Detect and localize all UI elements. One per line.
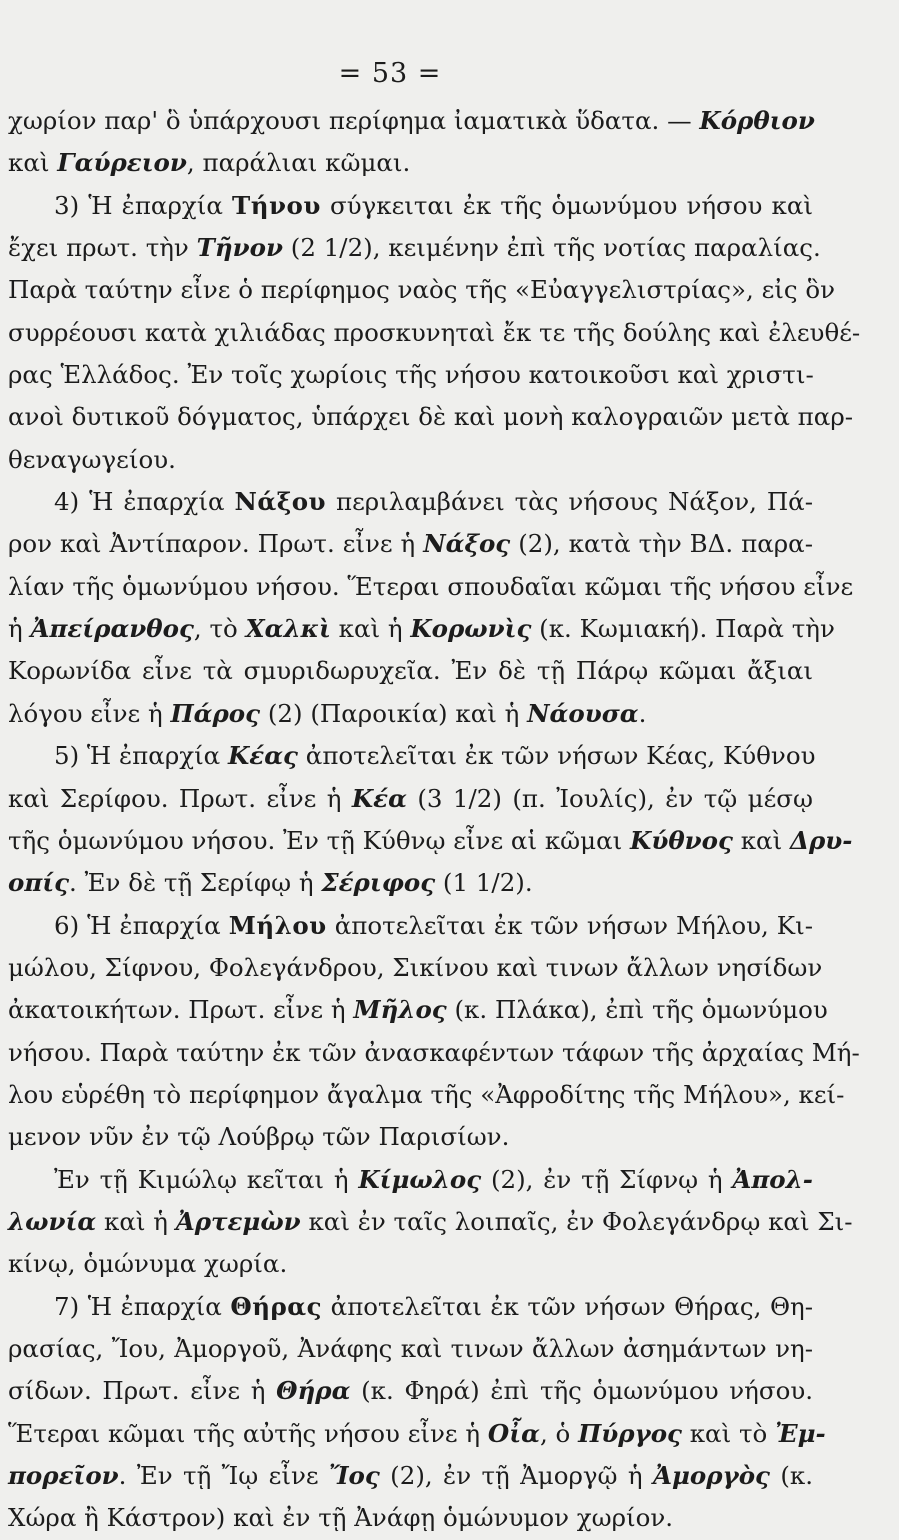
italic-term: Πάρος xyxy=(170,698,261,728)
text-run: καὶ ἡ xyxy=(330,614,411,644)
text-run: ἀκατοικήτων. Πρωτ. εἶνε ἡ xyxy=(8,995,354,1025)
text-run: συρρέουσι κατὰ χιλιάδας προσκυνηταὶ ἔκ τε τῆς δούλης καὶ ἐλευθέ- xyxy=(8,317,861,347)
text-run: (2) (Παροικία) καὶ ἡ xyxy=(260,698,528,728)
text-line xyxy=(8,735,816,777)
text-run: (κ. xyxy=(769,1461,813,1490)
text-line xyxy=(8,1032,860,1074)
italic-term: Χαλκὶ xyxy=(245,614,331,644)
text-run: λίαν τῆς ὁμωνύμου νήσου. Ἕτεραι σπουδαῖαι κῶμαι τῆς νήσου εἶνε xyxy=(8,571,854,601)
text-line xyxy=(8,1497,813,1539)
text-run: 5) Ἡ ἐπαρχία xyxy=(54,741,229,771)
text-run: καὶ ἐν ταῖς λοιπαῖς, ἐν Φολεγάνδρῳ καὶ Σι- xyxy=(300,1206,853,1236)
province-name: Νάξου xyxy=(234,487,327,517)
italic-term: Κύθνος xyxy=(630,825,733,855)
text-run: Ἕτεραι κῶμαι τῆς αὐτῆς νήσου εἶνε ἡ xyxy=(8,1418,488,1448)
text-line xyxy=(8,862,813,904)
text-run: . xyxy=(638,698,647,728)
text-run: , τὸ xyxy=(193,614,246,644)
text-run: λόγου εἶνε ἡ xyxy=(8,698,171,728)
text-run: καὶ xyxy=(8,148,58,178)
italic-term: Κέα xyxy=(351,783,407,813)
text-run: σύγκειται ἐκ τῆς ὁμωνύμου νήσου καὶ xyxy=(320,190,813,220)
text-run: ρασίας, Ἴου, Ἀμοργοῦ, Ἀνάφης καὶ τινων ἄλλων ἀσημάντων νη- xyxy=(8,1333,813,1363)
italic-term: Νάουσα xyxy=(527,698,639,728)
text-line xyxy=(8,1243,813,1285)
text-run: (2), κατὰ τὴν ΒΔ. παρα- xyxy=(510,529,814,559)
italic-term: οπίς xyxy=(8,868,70,898)
text-run: καὶ ἡ xyxy=(96,1206,176,1236)
text-line xyxy=(8,227,821,269)
italic-term: Δρυ- xyxy=(789,825,853,855)
italic-term: Νάξος xyxy=(423,529,511,559)
text-line xyxy=(8,354,813,396)
italic-term: Ἀπολ- xyxy=(732,1164,813,1194)
text-run: καὶ xyxy=(732,825,790,855)
text-line xyxy=(8,820,853,862)
italic-term: Τῆνον xyxy=(196,233,283,263)
text-line xyxy=(8,1116,813,1158)
text-line xyxy=(8,1201,853,1243)
text-run: ἀποτελεῖται ἐκ τῶν νήσων Μήλου, Κι- xyxy=(326,910,813,940)
text-run: Χώρα ἢ Κάστρον) καὶ ἐν τῇ Ἀνάφῃ ὁμώνυμον χωρίον. xyxy=(8,1503,674,1533)
text-line xyxy=(8,396,854,438)
text-run: ἀποτελεῖται ἐκ τῶν νήσων Κέας, Κύθνου xyxy=(297,741,816,771)
text-run: 3) Ἡ ἐπαρχία xyxy=(54,190,232,220)
text-line xyxy=(8,100,813,142)
text-line xyxy=(8,989,828,1031)
italic-term: Μῆλος xyxy=(353,995,447,1025)
text-run: κίνῳ, ὁμώνυμα χωρία. xyxy=(8,1249,288,1279)
text-run: (κ. Πλάκα), ἐπὶ τῆς ὁμωνύμου xyxy=(446,995,828,1025)
text-run: (2), ἐν τῇ Σίφνῳ ἡ xyxy=(481,1164,733,1194)
text-run: 4) Ἡ ἐπαρχία xyxy=(54,487,235,517)
italic-term: Ἀπείρανθος xyxy=(30,614,194,644)
italic-term: Ἴος xyxy=(328,1461,380,1490)
text-run: (κ. Φηρά) ἐπὶ τῆς ὁμωνύμου νήσου. xyxy=(350,1376,813,1406)
text-run: Ἐν τῇ Κιμώλῳ κεῖται ἡ xyxy=(54,1164,359,1194)
text-run: (2 1/2), κειμένην ἐπὶ τῆς νοτίας παραλίας. xyxy=(283,233,821,263)
province-name: Τήνου xyxy=(232,190,321,220)
text-run: . Ἐν τῇ Ἴῳ εἶνε xyxy=(118,1461,329,1490)
italic-term: Κίμωλος xyxy=(358,1164,482,1194)
text-line xyxy=(8,312,861,354)
text-run: . Ἐν δὲ τῇ Σερίφῳ ἡ xyxy=(69,868,322,898)
text-line xyxy=(8,439,813,481)
text-run: λου εὑρέθη τὸ περίφημον ἄγαλμα τῆς «Ἀφροδίτης τῆς Μήλου», κεί- xyxy=(8,1079,845,1109)
text-line xyxy=(8,1286,813,1328)
text-line xyxy=(8,650,813,692)
text-run: καὶ Σερίφου. Πρωτ. εἶνε ἡ xyxy=(8,783,352,813)
italic-term: Σέριφος xyxy=(321,868,436,898)
italic-term: Γαύρειον xyxy=(57,148,187,178)
province-name: Θήρας xyxy=(230,1291,323,1321)
text-run: σίδων. Πρωτ. εἶνε ἡ xyxy=(8,1376,277,1406)
text-run: θεναγωγείου. xyxy=(8,444,176,474)
text-line xyxy=(8,947,823,989)
text-line xyxy=(8,1328,813,1370)
text-run: , παράλιαι κῶμαι. xyxy=(186,148,411,178)
italic-term: λωνία xyxy=(8,1206,97,1236)
text-line xyxy=(8,1413,826,1455)
text-run: ἀποτελεῖται ἐκ τῶν νήσων Θήρας, Θη- xyxy=(322,1291,813,1321)
text-line xyxy=(8,1159,813,1201)
italic-term: Ἐμ- xyxy=(775,1418,826,1448)
text-run: χωρίον παρ' ὃ ὑπάρχουσι περίφημα ἰαματικὰ ὕδατα. — xyxy=(8,106,700,135)
italic-term: Θήρα xyxy=(276,1376,351,1406)
text-run: (3 1/2) (π. Ἰουλίς), ἐν τῷ μέσῳ xyxy=(406,783,813,813)
text-line xyxy=(8,481,813,523)
text-run: (2), ἐν τῇ Ἀμοργῷ ἡ xyxy=(379,1461,653,1490)
text-run: ανοὶ δυτικοῦ δόγματος, ὑπάρχει δὲ καὶ μονὴ καλογραιῶν μετὰ παρ- xyxy=(8,402,854,432)
text-run: ἔχει πρωτ. τὴν xyxy=(8,233,197,263)
text-run: , ὁ xyxy=(539,1418,579,1448)
text-run: καὶ τὸ xyxy=(681,1418,776,1448)
text-line xyxy=(8,523,813,565)
text-line xyxy=(8,185,813,227)
text-run: ἡ xyxy=(8,614,31,644)
text-line xyxy=(8,142,813,184)
province-name: Μήλου xyxy=(228,910,327,940)
text-run: ρας Ἑλλάδος. Ἐν τοῖς χωρίοις τῆς νήσου κατοικοῦσι καὶ χριστι- xyxy=(8,360,814,390)
text-line xyxy=(8,1074,845,1116)
text-run: περιλαμβάνει τὰς νήσους Νάξον, Πά- xyxy=(326,487,814,517)
italic-term: Οἶα xyxy=(487,1418,540,1448)
text-run: (1 1/2). xyxy=(435,868,533,898)
text-run: τῆς ὁμωνύμου νήσου. Ἐν τῇ Κύθνῳ εἶνε αἱ κῶμαι xyxy=(8,825,631,855)
text-line xyxy=(8,1455,813,1497)
text-line xyxy=(8,1370,813,1412)
italic-term: Ἀμοργὸς xyxy=(652,1461,770,1490)
text-line xyxy=(8,693,813,735)
text-run: Παρὰ ταύτην εἶνε ὁ περίφημος ναὸς τῆς «Εὐαγγελιστρίας», εἰς ὃν xyxy=(8,275,836,305)
text-line xyxy=(8,608,835,650)
text-line xyxy=(8,269,836,311)
text-run: Κορωνίδα εἶνε τὰ σμυριδωρυχεῖα. Ἐν δὲ τῇ Πάρῳ κῶμαι ἄξιαι xyxy=(8,656,813,686)
text-run: 7) Ἡ ἐπαρχία xyxy=(54,1291,231,1321)
text-run: μώλου, Σίφνου, Φολεγάνδρου, Σικίνου καὶ τινων ἄλλων νησίδων xyxy=(8,952,823,982)
text-line xyxy=(8,905,813,947)
text-run: 6) Ἡ ἐπαρχία xyxy=(54,910,229,940)
text-line xyxy=(8,778,813,820)
text-run: ρον καὶ Ἀντίπαρον. Πρωτ. εἶνε ἡ xyxy=(8,529,424,559)
text-run: μενον νῦν ἐν τῷ Λούβρῳ τῶν Παρισίων. xyxy=(8,1122,510,1152)
page-number: = 53 = xyxy=(338,58,442,89)
italic-term: Κέας xyxy=(228,741,298,771)
italic-term: Κόρθιον xyxy=(699,106,815,135)
text-line xyxy=(8,566,854,608)
body-text xyxy=(8,100,861,1540)
italic-term: Πύργος xyxy=(578,1418,682,1448)
text-run: (κ. Κωμιακή). Παρὰ τὴν xyxy=(531,614,835,644)
text-run: νήσου. Παρὰ ταύτην ἐκ τῶν ἀνασκαφέντων τάφων τῆς ἀρχαίας Μή- xyxy=(8,1037,860,1067)
italic-term: Ἀρτεμὼν xyxy=(175,1206,301,1236)
italic-term: πορεῖον xyxy=(8,1461,119,1490)
italic-term: Κορωνὶς xyxy=(410,614,532,644)
